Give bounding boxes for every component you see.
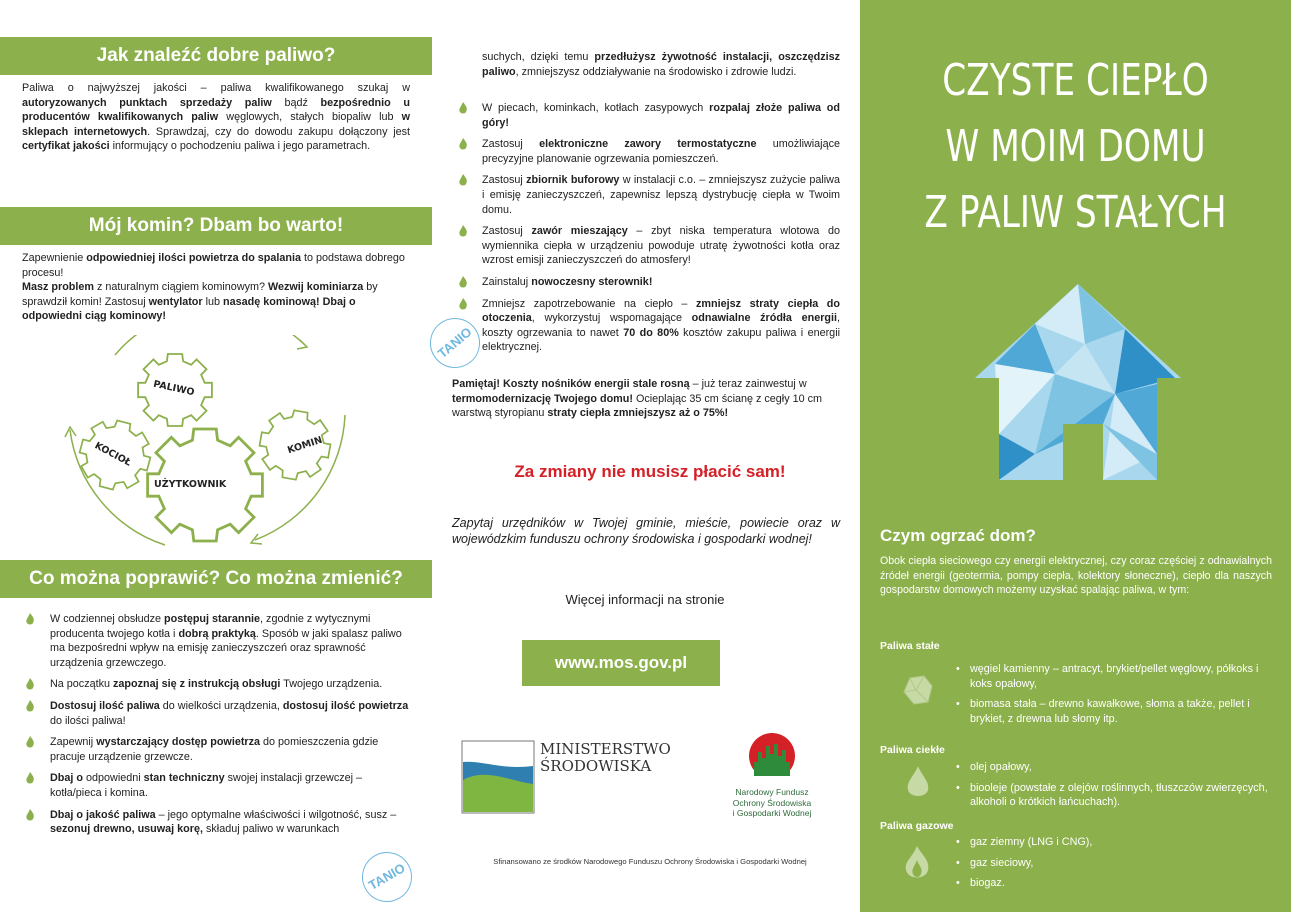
list-item: [22, 808, 410, 837]
arrow-head-icon: [297, 340, 307, 349]
text-run: Zastosuj: [482, 138, 540, 151]
text-bold: Masz problem: [22, 281, 94, 294]
cycle-arrow: [115, 335, 305, 355]
text-run: Twojego urządzenia.: [280, 678, 383, 691]
nfos-line: Ochrony Środowiska: [732, 797, 812, 808]
flame-icon: [25, 678, 35, 690]
group-heading-liquid: Paliwa ciekłe: [880, 744, 945, 756]
text-bold: Dostosuj ilość paliwa: [50, 699, 160, 712]
flame-icon: [25, 772, 35, 784]
text-run: do wielkości urządzenia,: [159, 699, 283, 712]
gear-label-fuel: PALIWO: [152, 378, 196, 399]
text-run: kosztów zakupu paliwa i energii elektrycznej.: [482, 326, 840, 354]
solid-fuels-list: [956, 662, 1276, 732]
text-run: – zbyt niska temperatura wlotowa do wymiennika ciepła w urządzeniu powoduje utratę żywotności kotła oraz wzrost emisji zanieczyszczeń do atmosfery!: [482, 225, 840, 267]
title-line: CZYSTE CIEPŁO: [942, 55, 1209, 106]
text-run: do ilości paliwa!: [50, 714, 126, 727]
gear-label-user: UŻYTKOWNIK: [154, 479, 227, 490]
text-bold: wentylator: [148, 295, 203, 308]
text-bold: stan techniczny: [143, 772, 225, 785]
text-run: lub: [202, 295, 224, 308]
text-run: – jego optymalne właściwości i wilgotność, susz –: [155, 808, 397, 821]
text-run: , koszty ogrzewania to nawet: [482, 312, 841, 339]
text-bold: Dbaj o jakość paliwa: [50, 808, 156, 821]
list-item: • biooleje (powstałe z olejów roślinnych, tłuszczów zwierzęcych, alkoholi o krótkich łańcuchach).: [956, 781, 1276, 810]
list-item: [22, 612, 410, 670]
text-bold: odnawialne źródła energii: [691, 312, 838, 325]
improve-list: [22, 612, 410, 844]
chimney-paragraph: [22, 251, 410, 324]
house-icon: [975, 284, 1181, 480]
list-item: [458, 137, 840, 166]
intro-paragraph: Obok ciepła sieciowego czy energii elektrycznej, czy coraz częściej z odnawialnych źródeł energii (geotermia, pompy ciepła, kolektory słoneczne), ciepło dla naszych gospodarstw domowych możemy uzyskać spalając paliwa, w tym:: [880, 555, 1272, 597]
droplet-icon: [906, 766, 930, 798]
text-bold: certyfikat jakości: [22, 140, 110, 153]
text-run: z naturalnym ciągiem kominowym?: [94, 281, 269, 294]
text-bold: zmniejsz straty ciepła do otoczenia: [482, 297, 840, 325]
text-run: suchych, dzięki temu: [482, 51, 595, 63]
subheading: Czym ogrzać dom?: [880, 526, 1036, 545]
text-run: – już teraz zainwestuj w: [689, 378, 807, 390]
left-panel: [0, 0, 432, 912]
text-run: . Sposób w jaki spalasz paliwo ma bezpośredni wpływ na emisję zanieczyszczeń oraz sprawność urządzenia grzewczego.: [50, 627, 402, 669]
text-bold: przedłużysz żywotność instalacji, oszczędzisz paliwo: [482, 51, 840, 78]
text-bold: zapoznaj się z instrukcją obsługi: [113, 678, 281, 691]
text-bold: straty ciepła zmniejszysz aż o 75%!: [547, 407, 729, 420]
ministry-line: MINISTERSTWO: [540, 740, 671, 758]
text-run: bądź: [271, 96, 321, 109]
group-heading-gas: Paliwa gazowe: [880, 820, 954, 832]
title-line: W MOIM DOMU: [945, 121, 1206, 172]
flame-icon: [25, 700, 35, 712]
remember-paragraph: [452, 377, 842, 421]
text-run: Zastosuj: [482, 225, 532, 238]
text-run: W codziennej obsłudze: [50, 613, 165, 625]
flame-icon: [458, 138, 468, 150]
text-run: Ocieplając 35 cm ścianę z cegły 10 cm warstwą styropianu: [452, 392, 822, 420]
text-run: węglowych, stałych biopaliw lub: [218, 111, 402, 124]
text-run: W piecach, kominkach, kotłach zasypowych: [482, 102, 710, 114]
funding-heading: Za zmiany nie musisz płacić sam!: [514, 462, 786, 481]
cheap-stamp: TANIO: [353, 843, 421, 911]
flame-icon: [25, 809, 35, 821]
cover-title: [907, 48, 1243, 246]
text-bold: rozpalaj złoże paliwa od góry!: [482, 102, 840, 129]
tips-list: [458, 101, 840, 362]
text-bold: bezpośrednio u producentów kwalifikowanych paliw: [22, 96, 410, 124]
list-item: [22, 771, 410, 800]
text-bold: 70 do 80%: [623, 326, 679, 339]
fuel-paragraph: [22, 81, 410, 154]
flame-icon: [458, 225, 468, 237]
list-item: • biomasa stała – drewno kawałkowe, słoma a także, pellet i brykiet, z drewna lub słomy itp.: [956, 697, 1276, 726]
text-bold: zbiornik buforowy: [526, 174, 620, 187]
nfos-line: i Gospodarki Wodnej: [732, 808, 812, 818]
text-run: Zmniejsz zapotrzebowanie na ciepło –: [482, 297, 697, 310]
text-run: , zgodnie z wytycznymi producenta twojego kotła i: [50, 613, 371, 640]
liquid-fuels-list: [956, 760, 1276, 816]
text-bold: termomodernizację Twojego domu!: [452, 392, 633, 405]
text-run: . Sprawdzaj, czy do dowodu zakupu dołączony jest: [147, 125, 411, 138]
text-run: informujący o pochodzeniu paliwa i jego parametrach.: [109, 140, 371, 153]
text-run: Paliwa o najwyższej jakości – paliwa kwalifikowanego szukaj w: [22, 82, 410, 94]
text-run: Zapewnienie: [22, 252, 87, 264]
list-item: [458, 173, 840, 217]
ministry-line: ŚRODOWISKA: [540, 757, 652, 775]
website-link[interactable]: www.mos.gov.pl: [522, 640, 720, 686]
text-run: w instalacji c.o. – zmniejszysz zużycie paliwa i emisję zanieczyszczeń, zapewnisz lepszą dystrybucję ciepła w Twoim domu.: [482, 174, 840, 216]
gear-label-chimney: KOMIN: [286, 434, 324, 457]
text-bold: dostosuj ilość powietrza: [282, 699, 409, 712]
middle-panel: [434, 0, 860, 912]
text-run: do pomieszczenia gdzie pracuje urządzenie grzewcze.: [50, 736, 379, 763]
list-item: • węgiel kamienny – antracyt, brykiet/pellet węglowy, półkoks i koks opałowy,: [956, 662, 1276, 691]
more-info-label: Więcej informacji na stronie: [565, 592, 725, 607]
text-run: swojej instalacji grzewczej – kotła/pieca i komina.: [50, 772, 363, 799]
text-bold: nowoczesny sterownik!: [531, 275, 653, 288]
text-bold: zawór mieszający: [531, 225, 628, 238]
text-bold: Pamiętaj! Koszty nośników energii stale rosną: [452, 378, 690, 390]
list-item: • gaz sieciowy,: [956, 856, 1276, 871]
text-bold: sezonuj drewno, usuwaj korę,: [50, 823, 203, 836]
text-bold: Wezwij kominiarza: [268, 281, 364, 294]
nfos-name: [720, 787, 824, 819]
list-item: [458, 297, 840, 355]
nfos-logo-icon: [748, 732, 796, 784]
coal-icon: [902, 674, 934, 706]
list-item: • olej opałowy,: [956, 760, 1276, 775]
group-heading-solid: Paliwa stałe: [880, 640, 940, 652]
flame-icon: [458, 102, 468, 114]
list-item: [22, 735, 410, 764]
text-run: umożliwiające precyzyjne planowanie ogrzewania pomieszczeń.: [482, 138, 840, 165]
flame-icon: [458, 298, 468, 310]
text-run: Zainstaluj: [482, 275, 532, 288]
section-heading-improve: Co można poprawić? Co można zmienić?: [0, 560, 432, 598]
ministry-logo-icon: [461, 740, 535, 814]
cheap-stamp: TANIO: [420, 308, 490, 378]
funding-footer: Sfinansowano ze środków Narodowego Funduszu Ochrony Środowiska i Gospodarki Wodnej: [493, 857, 807, 866]
gear-label-boiler: KOCIOŁ: [92, 440, 133, 469]
nfos-line: Narodowy Fundusz: [735, 787, 809, 797]
text-run: , wykorzystuj wspomagające: [531, 312, 692, 325]
text-bold: w sklepach internetowych: [22, 111, 410, 138]
text-run: Zastosuj: [482, 174, 527, 187]
text-bold: postępuj starannie: [164, 613, 261, 625]
ministry-name: [540, 741, 671, 775]
flame-icon: [458, 174, 468, 186]
text-bold: dobrą praktyką: [178, 627, 256, 640]
title-line: Z PALIW STAŁYCH: [924, 187, 1227, 238]
section-heading-fuel: Jak znaleźć dobre paliwo?: [0, 37, 432, 75]
list-item: [458, 224, 840, 268]
list-item: [22, 677, 410, 692]
continued-paragraph: [458, 50, 840, 79]
list-item: [22, 699, 410, 728]
text-bold: nasadę kominową! Dbaj o odpowiedni ciąg kominowy!: [22, 295, 356, 323]
text-bold: odpowiedniej ilości powietrza do spalania: [86, 252, 302, 264]
flame-icon: [25, 736, 35, 748]
text-run: to podstawa dobrego procesu!: [22, 252, 405, 279]
ask-officials-text: Zapytaj urzędników w Twojej gminie, mieście, powiecie oraz w wojewódzkim funduszu ochrony środowiska i gospodarki wodnej!: [452, 516, 840, 546]
text-bold: elektroniczne zawory termostatyczne: [539, 138, 757, 151]
cover-panel: [860, 0, 1291, 912]
list-item: • gaz ziemny (LNG i CNG),: [956, 835, 1276, 850]
text-run: Na początku: [50, 678, 114, 691]
text-bold: autoryzowanych punktach sprzedaży paliw: [22, 96, 272, 109]
text-run: składuj paliwo w warunkach: [203, 823, 340, 836]
list-item: • biogaz.: [956, 876, 1276, 891]
gas-fuels-list: [956, 835, 1276, 897]
flame-icon: [458, 276, 468, 288]
flame-icon: [25, 613, 35, 625]
text-run: Zapewnij: [50, 736, 97, 749]
text-bold: Dbaj o: [50, 772, 83, 785]
section-heading-chimney: Mój komin? Dbam bo warto!: [0, 207, 432, 245]
text-run: odpowiedni: [83, 772, 144, 785]
text-run: , zmniejszysz oddziaływanie na środowisko i zdrowie ludzi.: [515, 65, 797, 78]
gas-flame-icon: [904, 846, 930, 880]
list-item: [458, 275, 840, 290]
text-bold: wystarczający dostęp powietrza: [96, 736, 261, 749]
list-item: [458, 101, 840, 130]
text-run: by sprawdził komin! Zastosuj: [22, 281, 378, 308]
